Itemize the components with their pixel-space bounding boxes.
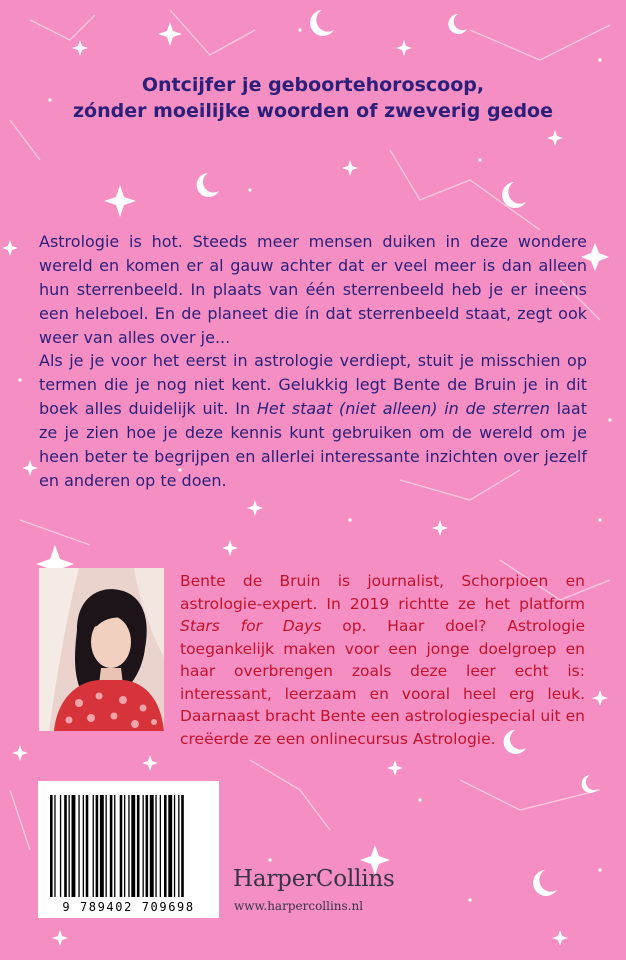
- author-photo: [39, 568, 164, 731]
- paragraph-2-end: laat ze je zien hoe je deze kennis kunt gebruiken om de wereld om je heen beter te begrijpen en allerlei interessante inzichten over jezelf en anderen op te doen.: [39, 399, 588, 490]
- bio-end: op. Haar doel? Astrologie toegankelijk maken voor een jonge doelgroep en haar overbrengen zoals deze leer echt is: interessant, leerzaam en vooral heel erg leuk. Daarnaast bracht Bente een astrologiespecial uit en creëerde ze een onlinecursus Astrologie.: [180, 617, 585, 748]
- bio-start: Bente de Bruin is journalist, Schorpioen en astrologie-expert. In 2019 richtte ze het platform: [180, 572, 585, 613]
- headline: [40, 72, 586, 124]
- paragraph-2-start: Als je je voor het eerst in astrologie verdiept, stuit je misschien op termen die je nog niet kent. Gelukkig legt Bente de Bruin je in dit boek alles duidelijk uit. In: [39, 351, 587, 418]
- body-paragraph-2: [39, 349, 587, 493]
- headline-line-2: zónder moeilijke woorden of zweverig gedoe: [72, 100, 553, 122]
- book-title: Het staat (niet alleen) in de sterren: [256, 399, 550, 418]
- barcode: [38, 781, 219, 918]
- author-bio: [180, 570, 585, 750]
- body-paragraph-1: Astrologie is hot. Steeds meer mensen duiken in deze wondere wereld en komen er al gauw achter dat er veel meer is dan alleen hun sterrenbeeld. In plaats van één sterrenbeeld heb je er ineens een heleboel. En de planeet die ín dat sterrenbeeld staat, zegt ook weer van alles over je...: [39, 232, 587, 347]
- barcode-bars: [38, 781, 219, 918]
- isbn-digits: 9 789402 709698: [62, 900, 195, 914]
- headline-line-1: Ontcijfer je geboortehoroscoop,: [141, 74, 485, 96]
- publisher-logo: HarperCollins: [233, 866, 395, 892]
- publisher-url: www.harpercollins.nl: [234, 899, 364, 913]
- platform-name: Stars for Days: [180, 617, 322, 635]
